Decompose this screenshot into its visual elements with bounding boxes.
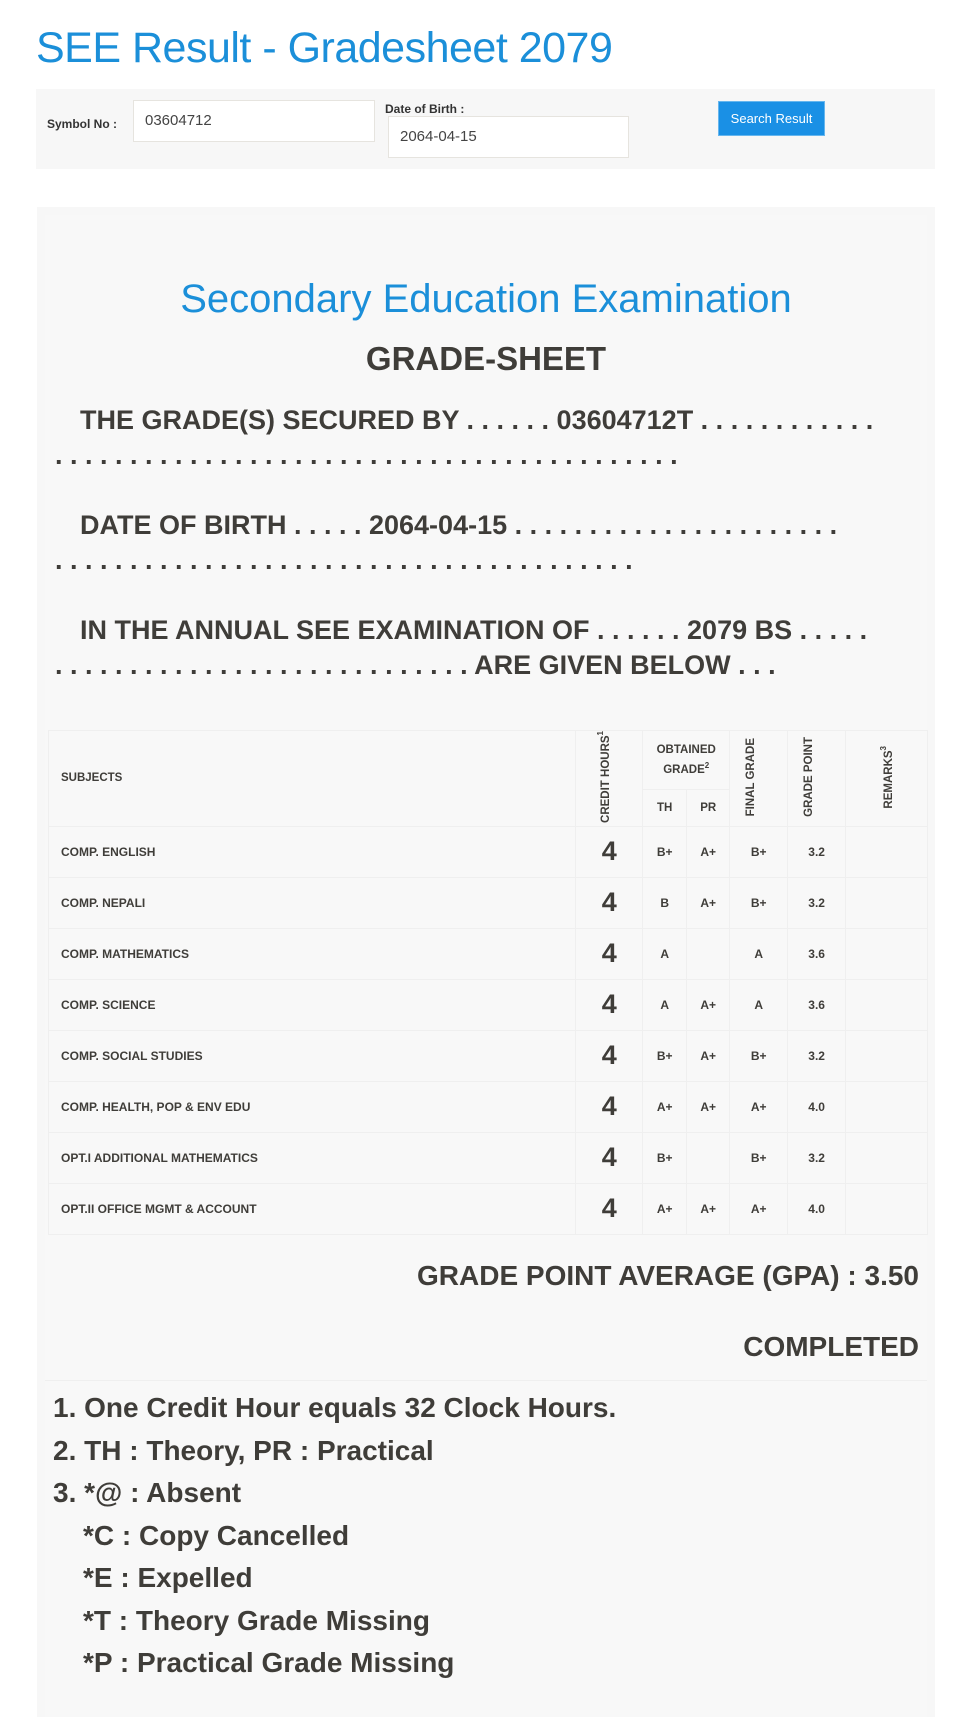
secured-by-line: THE GRADE(S) SECURED BY . . . . . . 03604712T . . . . . . . . . . . .	[80, 405, 874, 435]
grade-point-cell: 3.6	[788, 928, 846, 979]
credit-hours-cell: 4	[576, 979, 643, 1030]
grade-sheet-card	[37, 207, 935, 1717]
secured-by-dots: . . . . . . . . . . . . . . . . . . . . . . . . . . . . . . . . . . . . . . . . . .	[55, 440, 678, 470]
divider	[45, 1380, 927, 1381]
table-row	[49, 1132, 928, 1183]
header-subjects: SUBJECTS	[49, 731, 576, 827]
th-grade-cell: B+	[643, 1030, 687, 1081]
subject-cell: COMP. MATHEMATICS	[49, 928, 576, 979]
grade-point-cell: 3.2	[788, 877, 846, 928]
sheet-title: GRADE-SHEET	[365, 340, 607, 377]
pr-grade-cell: A+	[687, 826, 730, 877]
header-th: TH	[643, 789, 687, 826]
grade-point-cell: 3.2	[788, 1030, 846, 1081]
footnote: 2. TH : Theory, PR : Practical	[53, 1434, 434, 1466]
final-grade-cell: B+	[730, 1030, 788, 1081]
table-row	[49, 826, 928, 877]
footnote: *E : Expelled	[83, 1562, 253, 1593]
credit-hours-cell: 4	[576, 1132, 643, 1183]
remarks-cell	[846, 1030, 928, 1081]
gpa: GRADE POINT AVERAGE (GPA) : 3.50	[417, 1260, 919, 1291]
pr-grade-cell	[687, 1132, 730, 1183]
grade-point-cell: 3.2	[788, 1132, 846, 1183]
credit-hours-cell: 4	[576, 877, 643, 928]
header-final-grade: FINAL GRADE	[730, 731, 788, 827]
remarks-cell	[846, 877, 928, 928]
remarks-cell	[846, 1081, 928, 1132]
footnote: 1. One Credit Hour equals 32 Clock Hours.	[53, 1392, 617, 1423]
subject-cell: COMP. HEALTH, POP & ENV EDU	[49, 1081, 576, 1132]
table-row	[49, 1081, 928, 1132]
credit-hours-cell: 4	[576, 928, 643, 979]
remarks-cell	[846, 979, 928, 1030]
symbol-label: Symbol No :	[47, 117, 118, 131]
symbol-input[interactable]: 03604712	[133, 100, 375, 142]
credit-hours-cell: 4	[576, 826, 643, 877]
pr-grade-cell: A+	[687, 1183, 730, 1234]
pr-grade-cell: A+	[687, 1030, 730, 1081]
pr-grade-cell	[687, 928, 730, 979]
th-grade-cell: B	[643, 877, 687, 928]
dob-line: DATE OF BIRTH . . . . . 2064-04-15 . . . . . . . . . . . . . . . . . . . . . .	[80, 510, 838, 540]
grade-point-cell: 3.2	[788, 826, 846, 877]
result-status: COMPLETED	[743, 1331, 919, 1362]
header-grade-point: GRADE POINT	[788, 731, 846, 827]
table-row	[49, 1183, 928, 1234]
th-grade-cell: B+	[643, 826, 687, 877]
th-grade-cell: A	[643, 928, 687, 979]
header-remarks: REMARKS$^3$	[846, 731, 928, 827]
final-grade-cell: A	[730, 928, 788, 979]
footnote: *C : Copy Cancelled	[83, 1519, 350, 1551]
final-grade-cell: A+	[730, 1183, 788, 1234]
table-row	[49, 979, 928, 1030]
remarks-cell	[846, 826, 928, 877]
th-grade-cell: B+	[643, 1132, 687, 1183]
final-grade-cell: A	[730, 979, 788, 1030]
table-row	[49, 928, 928, 979]
grade-point-cell: 4.0	[788, 1183, 846, 1234]
th-grade-cell: A+	[643, 1081, 687, 1132]
table-row	[49, 877, 928, 928]
final-grade-cell: B+	[730, 826, 788, 877]
grade-point-cell: 4.0	[788, 1081, 846, 1132]
footnote: *T : Theory Grade Missing	[83, 1604, 430, 1636]
credit-hours-cell: 4	[576, 1081, 643, 1132]
dob-label: Date of Birth :	[385, 102, 465, 116]
remarks-cell	[846, 1183, 928, 1234]
header-credit-hours: CREDIT HOURS$^1$	[576, 731, 643, 827]
th-grade-cell: A+	[643, 1183, 687, 1234]
pr-grade-cell: A+	[687, 1081, 730, 1132]
credit-hours-cell: 4	[576, 1183, 643, 1234]
subject-cell: COMP. SOCIAL STUDIES	[49, 1030, 576, 1081]
exam-line-end: . . . . . . . . . . . . . . . . . . . . . . . . . . . . ARE GIVEN BELOW . . .	[55, 650, 776, 680]
exam-line: IN THE ANNUAL SEE EXAMINATION OF . . . . . . 2079 BS . . . . .	[80, 615, 868, 645]
subject-cell: COMP. SCIENCE	[49, 979, 576, 1030]
page-title: SEE Result - Gradesheet 2079	[36, 24, 613, 72]
final-grade-cell: B+	[730, 1132, 788, 1183]
footnotes	[53, 1387, 616, 1685]
search-result-button[interactable]: Search Result	[718, 101, 825, 136]
footnote: *P : Practical Grade Missing	[83, 1647, 455, 1678]
subject-cell: COMP. ENGLISH	[49, 826, 576, 877]
th-grade-cell: A	[643, 979, 687, 1030]
subject-cell: OPT.I ADDITIONAL MATHEMATICS	[49, 1132, 576, 1183]
final-grade-cell: A+	[730, 1081, 788, 1132]
subject-cell: COMP. NEPALI	[49, 877, 576, 928]
pr-grade-cell: A+	[687, 877, 730, 928]
grade-point-cell: 3.6	[788, 979, 846, 1030]
pr-grade-cell: A+	[687, 979, 730, 1030]
exam-title: Secondary Education Examination	[180, 277, 792, 321]
header-pr: PR	[687, 789, 730, 826]
grades-table	[48, 730, 928, 1235]
dob-input[interactable]: 2064-04-15	[388, 116, 629, 158]
dob-dots: . . . . . . . . . . . . . . . . . . . . . . . . . . . . . . . . . . . . . . .	[55, 545, 633, 575]
footnote: 3. *@ : Absent	[53, 1477, 242, 1508]
subject-cell: OPT.II OFFICE MGMT & ACCOUNT	[49, 1183, 576, 1234]
remarks-cell	[846, 1132, 928, 1183]
table-row	[49, 1030, 928, 1081]
header-obtained-grade: OBTAINED GRADE$^2$	[643, 731, 730, 790]
remarks-cell	[846, 928, 928, 979]
final-grade-cell: B+	[730, 877, 788, 928]
credit-hours-cell: 4	[576, 1030, 643, 1081]
